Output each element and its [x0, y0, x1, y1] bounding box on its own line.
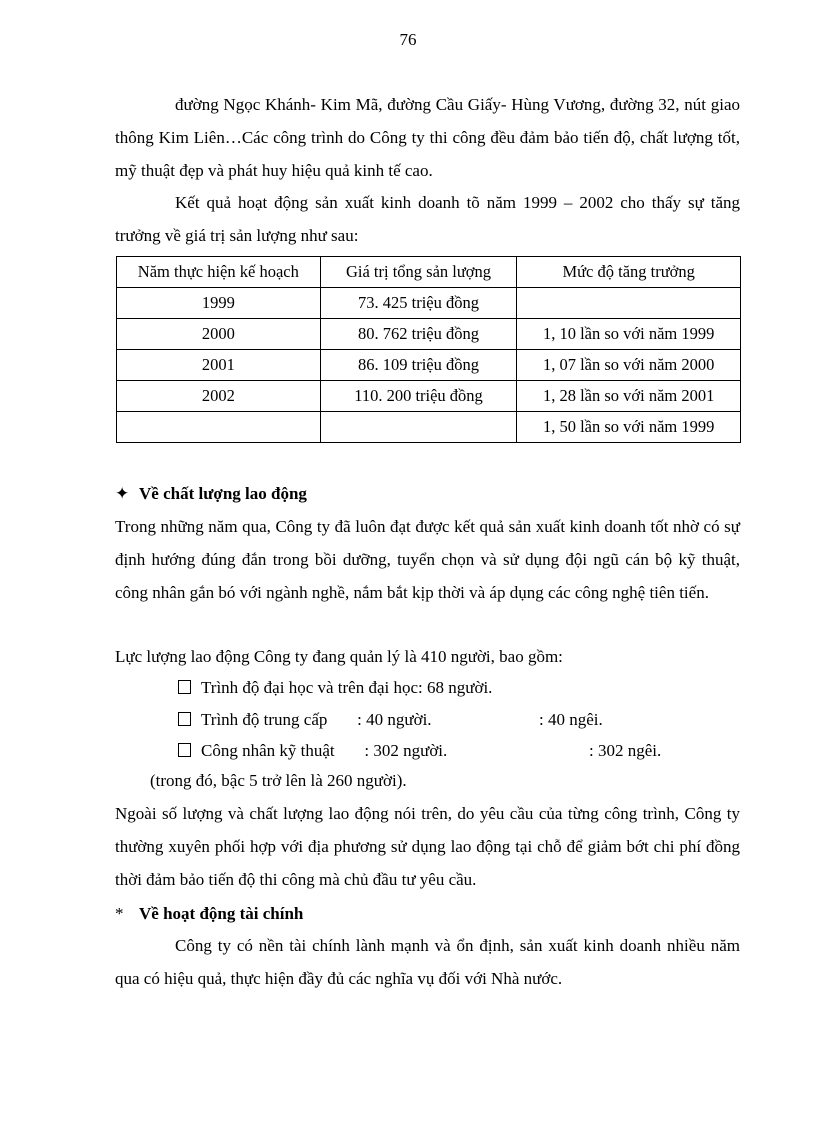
labor-note: (trong đó, bậc 5 trở lên là 260 người). [150, 771, 407, 790]
table-cell: 2001 [117, 350, 321, 381]
table-row [117, 350, 741, 381]
list-item-extra: : 40 ngêi. [539, 710, 603, 729]
table-cell: 1, 28 lần so với năm 2001 [517, 381, 741, 412]
heading-text: Về chất lượng lao động [139, 484, 307, 503]
table-row [117, 381, 741, 412]
list-item [178, 678, 492, 698]
table-cell: 73. 425 triệu đồng [320, 288, 517, 319]
growth-table [116, 256, 741, 443]
table-cell: 2000 [117, 319, 321, 350]
checkbox-bullet-icon [178, 712, 191, 726]
table-cell: 110. 200 triệu đồng [320, 381, 517, 412]
table-cell: 1999 [117, 288, 321, 319]
table-header: Năm thực hiện kế hoạch [117, 257, 321, 288]
checkbox-bullet-icon [178, 743, 191, 757]
labor-force-line: Lực lượng lao động Công ty đang quản lý là 410 người, bao gồm: [115, 647, 563, 666]
table-row [117, 412, 741, 443]
table-cell [320, 412, 517, 443]
heading-text: Về hoạt động tài chính [139, 904, 304, 923]
table-cell: 1, 10 lần so với năm 1999 [517, 319, 741, 350]
extra-paragraph: Ngoài số lượng và chất lượng lao động nói trên, do yêu cầu của từng công trình, Công ty thường xuyên phối hợp với địa phương sử dụng lao động tại chỗ để giảm bớt chi phí đồng thời đảm bảo tiến độ thi công mà chủ đầu tư yêu cầu. [115, 804, 740, 889]
asterisk-bullet-icon: * [115, 904, 124, 923]
table-row [117, 319, 741, 350]
table-cell: 86. 109 triệu đồng [320, 350, 517, 381]
table-cell: 1, 50 lần so với năm 1999 [517, 412, 741, 443]
table-cell [517, 288, 741, 319]
checkbox-bullet-icon [178, 680, 191, 694]
page-number: 76 [399, 30, 417, 49]
table-row [117, 288, 741, 319]
list-item-text: Trình độ đại học và trên đại học: 68 người. [201, 678, 493, 697]
list-item [178, 710, 432, 730]
star-bullet-icon: ✦ [115, 484, 130, 503]
table-cell: 2002 [117, 381, 321, 412]
list-item [178, 741, 447, 761]
table-header-row [117, 257, 741, 288]
intro-paragraph: đường Ngọc Khánh- Kim Mã, đường Cầu Giấy- Hùng Vương, đường 32, nút giao thông Kim Liên…Các công trình do Công ty thi công đều đảm bảo tiến độ, chất lượng tốt, mỹ thuật đẹp và phát huy hiệu quả kinh tế cao. [115, 95, 740, 180]
labor-paragraph: Trong những năm qua, Công ty đã luôn đạt được kết quả sản xuất kinh doanh tốt nhờ có sự định hướng đúng đắn trong bồi dưỡng, tuyển chọn và sử dụng đội ngũ cán bộ kỹ thuật, công nhân gắn bó với ngành nghề, nắm bắt kịp thời và áp dụng các công nghệ tiên tiến. [115, 517, 740, 602]
table-cell: 1, 07 lần so với năm 2000 [517, 350, 741, 381]
table-cell [117, 412, 321, 443]
finance-heading [115, 904, 303, 924]
labor-quality-heading [115, 484, 307, 504]
table-cell: 80. 762 triệu đồng [320, 319, 517, 350]
table-header: Mức độ tăng trưởng [517, 257, 741, 288]
results-paragraph: Kết quả hoạt động sản xuất kinh doanh tõ năm 1999 – 2002 cho thấy sự tăng trưởng về giá trị sản lượng như sau: [115, 193, 740, 245]
table-header: Giá trị tổng sản lượng [320, 257, 517, 288]
list-item-extra: : 302 ngêi. [589, 741, 662, 760]
finance-paragraph: Công ty có nền tài chính lành mạnh và ổn định, sản xuất kinh doanh nhiều năm qua có hiệu quả, thực hiện đầy đủ các nghĩa vụ đối với Nhà nước. [115, 936, 740, 988]
list-item-text: Trình độ trung cấp : 40 người. [201, 710, 432, 729]
list-item-text: Công nhân kỹ thuật : 302 người. [201, 741, 448, 760]
